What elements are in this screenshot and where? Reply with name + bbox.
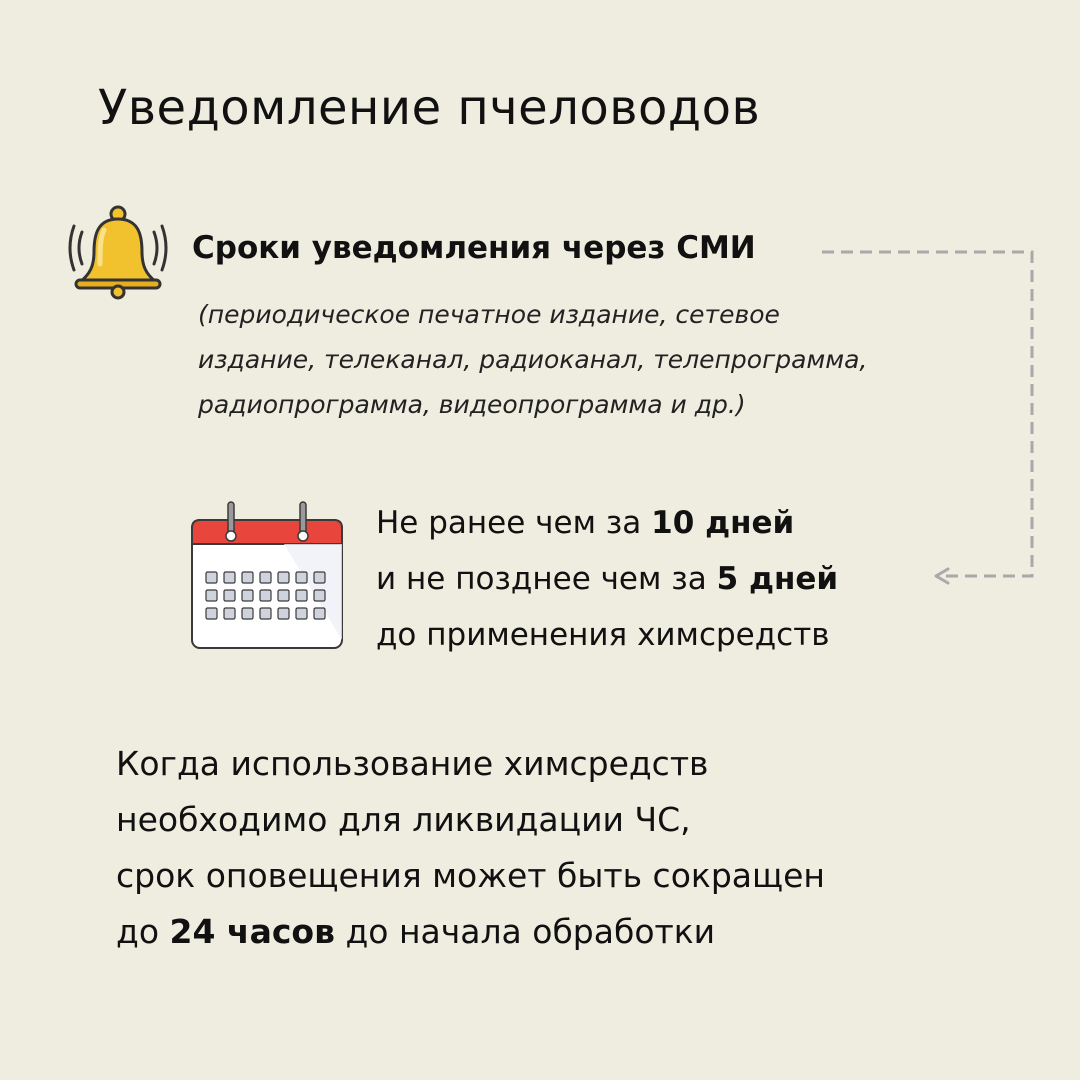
emergency-text (116, 736, 825, 960)
deadline-prefix: Не ранее чем за (376, 505, 652, 541)
media-note-line: (периодическое печатное издание, сетевое (198, 300, 780, 329)
emergency-line (116, 904, 825, 960)
deadline-line: до применения химсредств (376, 617, 830, 653)
emergency-line: срок оповещения может быть сокращен (116, 856, 825, 895)
deadline-min-days: 10 дней (651, 505, 795, 541)
deadline-prefix: и не позднее чем за (376, 561, 717, 597)
emergency-suffix: до начала обработки (334, 912, 716, 951)
deadline-max-days: 5 дней (716, 561, 839, 597)
deadline-line (376, 495, 838, 551)
media-note (198, 292, 998, 427)
deadline-line (376, 551, 838, 607)
calendar-icon (188, 500, 346, 652)
emergency-line: Когда использование химсредств (116, 744, 709, 783)
media-note-line: радиопрограмма, видеопрограмма и др.) (198, 390, 746, 419)
bell-icon (68, 204, 168, 300)
emergency-prefix: до (116, 912, 170, 951)
media-heading: Сроки уведомления через СМИ (192, 230, 756, 266)
media-note-line: издание, телеканал, радиоканал, телепрограмма, (198, 345, 868, 374)
emergency-hours: 24 часов (169, 912, 335, 951)
deadline-text (376, 495, 838, 663)
page-title: Уведомление пчеловодов (98, 80, 761, 136)
emergency-line: необходимо для ликвидации ЧС, (116, 800, 691, 839)
